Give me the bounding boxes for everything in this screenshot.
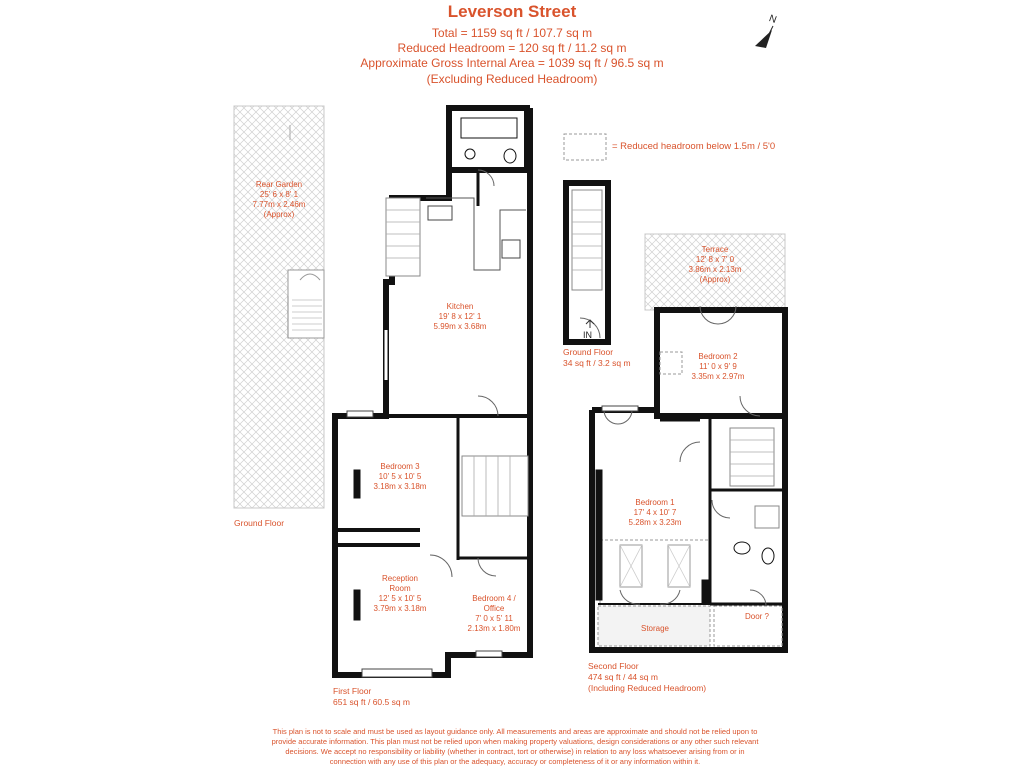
bedroom4-name-2: Office (483, 604, 505, 613)
bedroom2-name: Bedroom 2 (698, 352, 738, 361)
reduced-headroom-legend-box (564, 134, 606, 160)
bedroom2-label (680, 352, 756, 382)
kitchen-name: Kitchen (446, 302, 474, 311)
bedroom1-name: Bedroom 1 (635, 498, 675, 507)
ground-floor-mid-area: 34 sq ft / 3.2 sq m (563, 358, 631, 368)
bedroom3-label (360, 462, 440, 492)
second-floor-label (588, 661, 706, 694)
bedroom1-imperial: 17' 4 x 10' 7 (633, 508, 677, 517)
disclaimer-line-3: decisions. We accept no responsibility or liability (whether in contract, tort or otherwise) in relation to any loss whatsoever arising from or in (285, 747, 745, 756)
rear-garden-area (234, 106, 324, 508)
reception-name: Reception (381, 574, 419, 583)
bedroom1-metric: 5.28m x 3.23m (628, 518, 682, 527)
disclaimer-line-1: This plan is not to scale and must be used as layout guidance only. All measurements and areas are approximate and should not be relied upon to (272, 727, 758, 736)
second-floor-area: 474 sq ft / 44 sq m (588, 672, 658, 682)
reception-imperial: 12' 5 x 10' 5 (378, 594, 422, 603)
gia-note: (Excluding Reduced Headroom) (426, 72, 598, 86)
bedroom4-imperial: 7' 0 x 5' 11 (475, 614, 513, 623)
ground-floor-left-label: Ground Floor (234, 518, 285, 528)
second-floor-name: Second Floor (588, 661, 639, 671)
ground-floor-entrance-plan (566, 183, 608, 342)
ground-floor-mid-label (563, 347, 631, 369)
kitchen-label (420, 302, 500, 332)
reception-metric: 3.79m x 3.18m (373, 604, 427, 613)
bedroom1-label (615, 498, 695, 528)
bedroom4-name: Bedroom 4 / (472, 594, 516, 603)
legend-text: = Reduced headroom below 1.5m / 5'0 (612, 141, 776, 152)
door-label: Door ? (744, 612, 769, 621)
first-floor-area: 651 sq ft / 60.5 sq m (333, 697, 411, 707)
bedroom4-label (460, 594, 528, 634)
rear-garden-name: Rear Garden (255, 180, 303, 189)
bedroom4-metric: 2.13m x 1.80m (467, 624, 521, 633)
terrace-imperial: 12' 8 x 7' 0 (695, 255, 735, 264)
terrace-label (675, 245, 755, 285)
disclaimer-line-2: provide accurate information. This plan must not be relied upon when making property valuations, design considerations or any other such relevant (271, 737, 759, 746)
terrace-note: (Approx) (699, 275, 731, 284)
disclaimer-line-4: connection with any use of this plan or the adequacy, accuracy or completeness of it or any information within it. (329, 757, 701, 766)
terrace-metric: 3.86m x 2.13m (688, 265, 742, 274)
reception-label (358, 574, 442, 614)
kitchen-imperial: 19' 8 x 12' 1 (438, 312, 482, 321)
terrace-name: Terrace (701, 245, 729, 254)
gross-internal-area: Approximate Gross Internal Area = 1039 sq ft / 96.5 sq m (360, 56, 664, 70)
rear-garden-metric: 7.77m x 2.46m (252, 200, 306, 209)
disclaimer (230, 727, 800, 767)
rear-garden-label (234, 180, 324, 220)
bedroom2-metric: 3.35m x 2.97m (691, 372, 745, 381)
rear-garden-note: (Approx) (263, 210, 295, 219)
total-area: Total = 1159 sq ft / 107.7 sq m (431, 26, 593, 40)
plan-title: Leverson Street (447, 2, 577, 21)
ground-floor-mid-name: Ground Floor (563, 347, 614, 357)
first-floor-label (333, 686, 410, 708)
bedroom3-imperial: 10' 5 x 10' 5 (378, 472, 422, 481)
compass-label: N (767, 13, 778, 26)
reduced-headroom-area: Reduced Headroom = 120 sq ft / 11.2 sq m (397, 41, 627, 55)
second-floor-note: (Including Reduced Headroom) (588, 683, 707, 693)
kitchen-metric: 5.99m x 3.68m (433, 322, 487, 331)
bedroom3-name: Bedroom 3 (380, 462, 420, 471)
rear-garden-imperial: 25' 6 x 8' 1 (259, 190, 299, 199)
reception-name-2: Room (389, 584, 411, 593)
first-floor-name: First Floor (333, 686, 372, 696)
bedroom3-metric: 3.18m x 3.18m (373, 482, 427, 491)
entrance-label: IN (583, 330, 592, 340)
storage-label: Storage (640, 624, 670, 633)
second-floor-plan (592, 234, 785, 650)
bedroom2-imperial: 11' 0 x 9' 9 (699, 362, 737, 371)
